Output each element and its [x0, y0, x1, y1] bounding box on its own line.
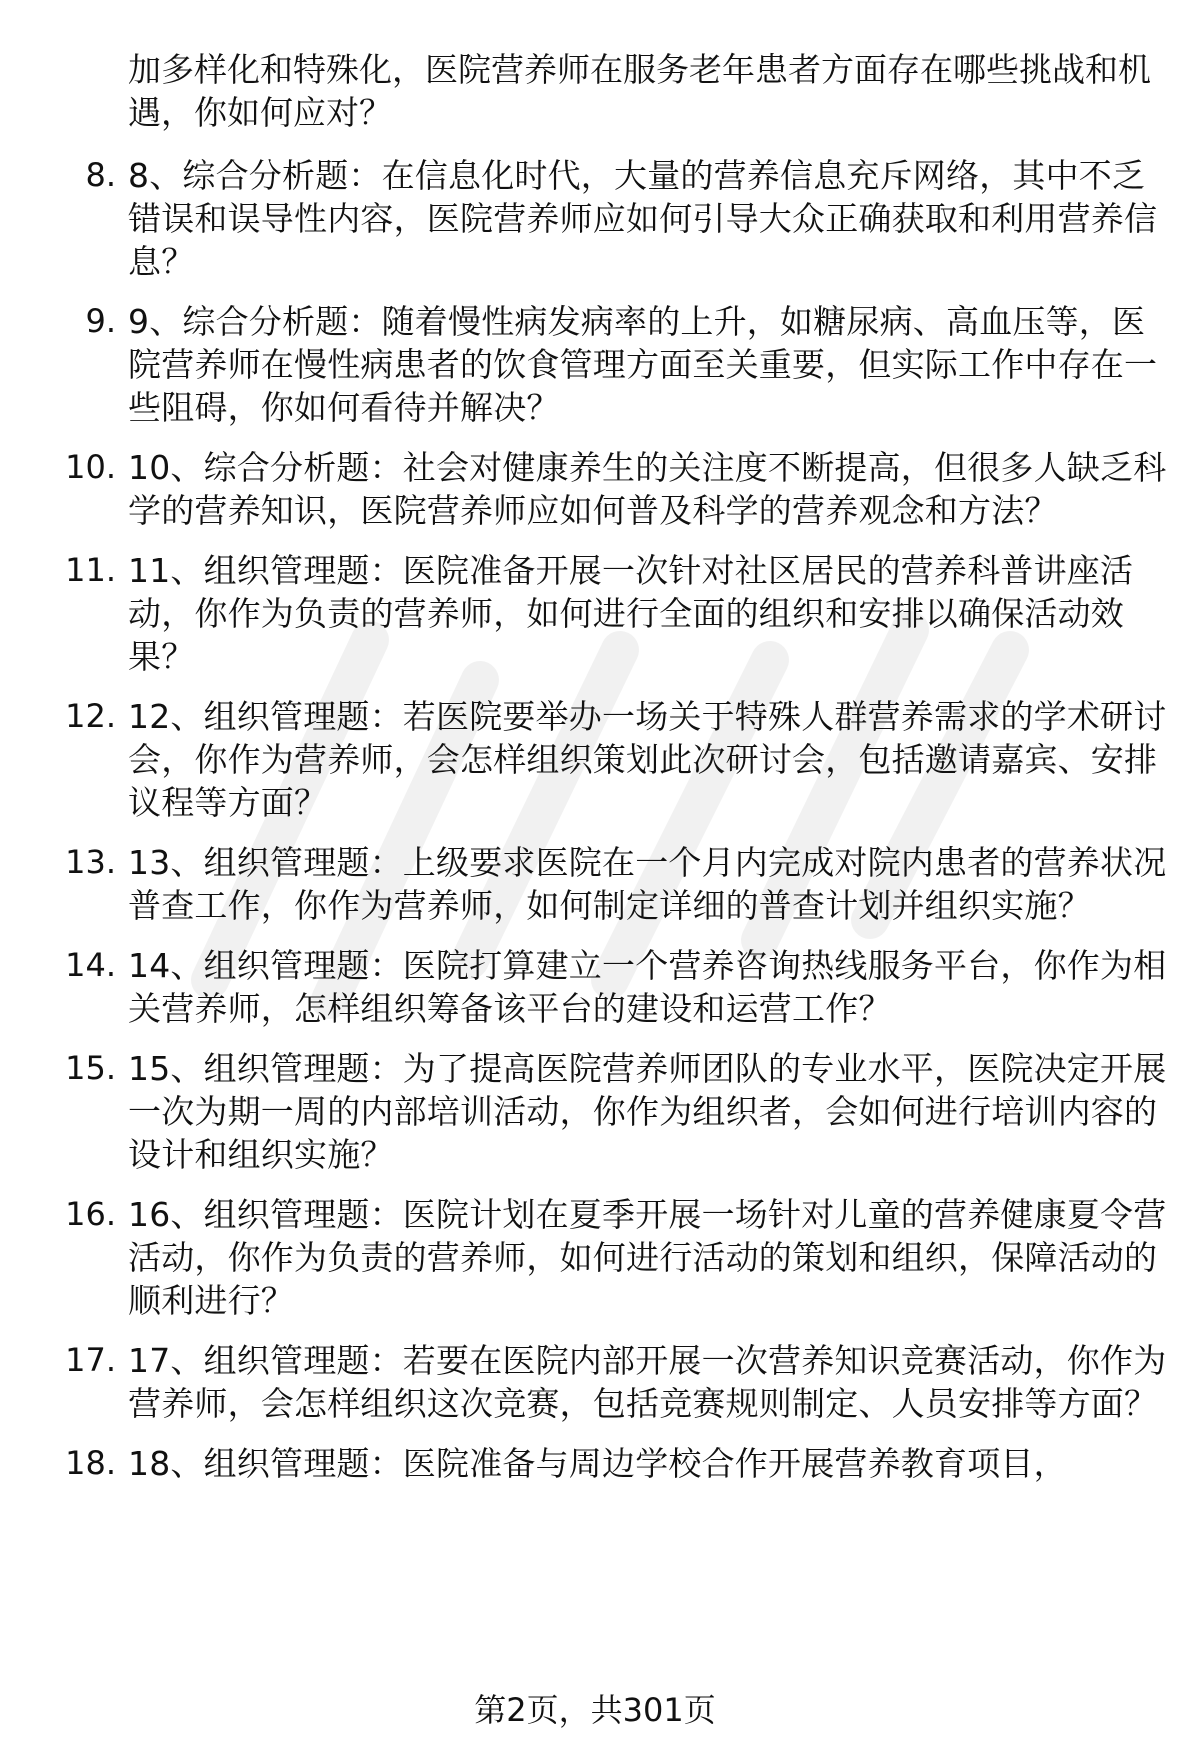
question-number: 14. — [65, 946, 116, 984]
question-number: 16. — [65, 1195, 116, 1233]
question-number: 9. — [85, 302, 116, 340]
question-text: 17、组织管理题：若要在医院内部开展一次营养知识竞赛活动，你作为营养师，会怎样组织这次竞赛，包括竞赛规则制定、人员安排等方面？ — [128, 1341, 1167, 1423]
question-text: 11、组织管理题：医院准备开展一次针对社区居民的营养科普讲座活动，你作为负责的营养师，如何进行全面的组织和安排以确保活动效果？ — [128, 551, 1134, 676]
question-number: 12. — [65, 697, 116, 735]
question-text: 18、组织管理题：医院准备与周边学校合作开展营养教育项目， — [128, 1444, 1067, 1483]
question-number: 8. — [85, 156, 116, 194]
question-text: 9、综合分析题：随着慢性病发病率的上升，如糖尿病、高血压等，医院营养师在慢性病患者的饮食管理方面至关重要，但实际工作中存在一些阻碍，你如何看待并解决？ — [128, 302, 1158, 427]
question-number: 15. — [65, 1049, 116, 1087]
question-item — [60, 1442, 1170, 1485]
question-text: 13、组织管理题：上级要求医院在一个月内完成对院内患者的营养状况普查工作，你作为营养师，如何制定详细的普查计划并组织实施？ — [128, 843, 1167, 925]
continuation-text: 加多样化和特殊化，医院营养师在服务老年患者方面存在哪些挑战和机遇，你如何应对？ — [128, 50, 1151, 132]
question-number: 18. — [65, 1444, 116, 1482]
question-text: 12、组织管理题：若医院要举办一场关于特殊人群营养需求的学术研讨会，你作为营养师，会怎样组织策划此次研讨会，包括邀请嘉宾、安排议程等方面？ — [128, 697, 1167, 822]
question-list — [60, 48, 1170, 1502]
question-text: 15、组织管理题：为了提高医院营养师团队的专业水平，医院决定开展一次为期一周的内部培训活动，你作为组织者，会如何进行培训内容的设计和组织实施？ — [128, 1049, 1167, 1174]
question-item — [60, 841, 1170, 927]
question-item — [60, 446, 1170, 532]
question-text: 16、组织管理题：医院计划在夏季开展一场针对儿童的营养健康夏令营活动，你作为负责的营养师，如何进行活动的策划和组织，保障活动的顺利进行？ — [128, 1195, 1167, 1320]
question-item — [60, 1339, 1170, 1425]
question-item — [60, 549, 1170, 678]
question-item — [60, 695, 1170, 824]
question-item — [60, 944, 1170, 1030]
question-number: 11. — [65, 551, 116, 589]
question-text: 8、综合分析题：在信息化时代，大量的营养信息充斥网络，其中不乏错误和误导性内容，医院营养师应如何引导大众正确获取和利用营养信息？ — [128, 156, 1158, 281]
question-number: 17. — [65, 1341, 116, 1379]
question-text: 14、组织管理题：医院打算建立一个营养咨询热线服务平台，你作为相关营养师，怎样组织筹备该平台的建设和运营工作？ — [128, 946, 1167, 1028]
question-item — [60, 1193, 1170, 1322]
question-item — [60, 300, 1170, 429]
question-number: 13. — [65, 843, 116, 881]
question-item — [60, 154, 1170, 283]
question-item — [60, 1047, 1170, 1176]
question-text: 10、综合分析题：社会对健康养生的关注度不断提高，但很多人缺乏科学的营养知识，医院营养师应如何普及科学的营养观念和方法？ — [128, 448, 1167, 530]
page-footer: 第2页，共301页 — [474, 1691, 716, 1729]
question-number: 10. — [65, 448, 116, 486]
